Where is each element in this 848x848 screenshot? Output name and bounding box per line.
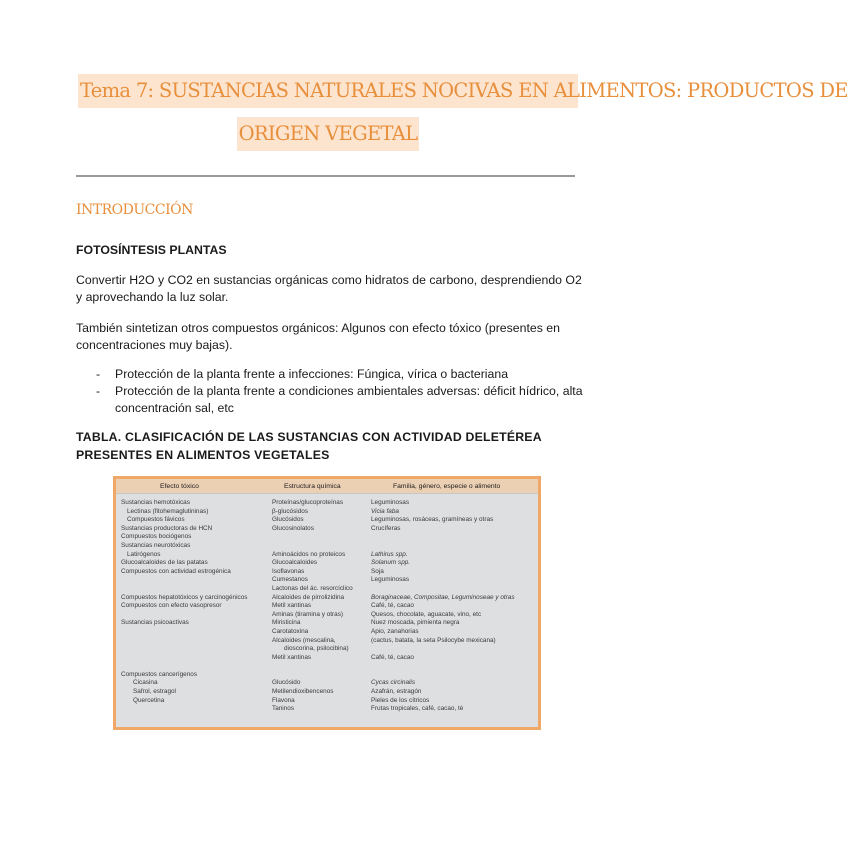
table-cell: Safrol, estragol xyxy=(133,688,176,696)
table-cell: Metilendioxibencenos xyxy=(272,688,334,696)
table-cell: Alcaloides de pirrolizidina xyxy=(272,593,345,601)
divider xyxy=(76,175,575,177)
table-cell xyxy=(272,542,382,551)
table-cell: Quercetina xyxy=(133,696,165,704)
table-cell: Leguminosas, rosáceas, gramíneas y otras xyxy=(371,516,494,524)
table-cell: Aminas (tiramina y otras) xyxy=(272,610,344,618)
table-cell: Metil xantinas xyxy=(272,653,312,661)
table-body xyxy=(116,479,538,727)
title-line-1: Tema 7: SUSTANCIAS NATURALES NOCIVAS EN ALIMENTOS: PRODUCTOS DE xyxy=(78,74,578,108)
table-cell: β-glucósidos xyxy=(272,507,309,515)
table-cell: Glucósidos xyxy=(272,516,304,524)
table-cell: Carotatoxina xyxy=(272,627,309,635)
table-cell: Café, té, cacao xyxy=(371,602,414,610)
table-cell: Sustancias neurotóxicas xyxy=(121,541,191,549)
table-cell xyxy=(121,611,281,620)
table-cell: Lathirus spp. xyxy=(371,550,408,558)
table-cell xyxy=(272,533,382,542)
table-cell: Proteínas/glucoproteínas xyxy=(272,499,344,506)
table-cell: Glucósido xyxy=(272,679,301,687)
table-cell xyxy=(121,628,281,637)
table-cell: Glucoalcaloides de las patatas xyxy=(121,559,208,567)
table-cell: Azafrán, estragón xyxy=(371,688,422,696)
title-line-2: ORIGEN VEGETAL xyxy=(237,117,420,151)
table-cell: Leguminosas xyxy=(371,499,410,506)
table-cell xyxy=(371,533,541,542)
column-chemical-structure xyxy=(272,499,382,714)
table-cell: Compuestos bociógenos xyxy=(121,533,192,541)
table-cell: Cumestanos xyxy=(272,576,308,584)
list-item: - Protección de la planta frente a condiciones ambientales adversas: déficit hídrico, alta concentración sal, etc xyxy=(96,384,583,415)
table-cell: Metil xantinas xyxy=(272,602,312,610)
table-cell: Isoflavonas xyxy=(272,567,305,575)
table-cell: Cicasina xyxy=(133,679,158,687)
table-cell: Alcaloides (mescalina, xyxy=(272,636,336,644)
table-cell: Glucosinolatos xyxy=(272,524,314,532)
bullet-text: Protección de la planta frente a infecciones: Fúngica, vírica o bacteriana xyxy=(115,367,509,381)
table-cell: Frutas tropicales, café, cacao, té xyxy=(371,705,464,713)
header-cell: Efecto tóxico xyxy=(160,483,199,490)
table-cell: dioscorina, psilocibina) xyxy=(284,645,349,653)
table-cell: Crucíferas xyxy=(371,524,401,532)
table-cell xyxy=(371,662,541,671)
table-heading: TABLA. CLASIFICACIÓN DE LAS SUSTANCIAS CON ACTIVIDAD DELETÉREA PRESENTES EN ALIMENTOS VEGETALES xyxy=(76,430,542,462)
table-cell: Boraginaceae, Compositae, Leguminoseae y otras xyxy=(371,593,515,601)
table-cell xyxy=(121,637,281,646)
table-cell: Café, té, cacao xyxy=(371,653,414,661)
table-cell: Aminoácidos no proteicos xyxy=(272,550,346,558)
table-cell: Quesos, chocolate, aguacate, vino, etc xyxy=(371,610,482,618)
table-cell xyxy=(371,671,541,680)
column-food-source xyxy=(371,499,541,714)
table-cell: Glucoalcaloides xyxy=(272,559,318,567)
paragraph-1: Convertir H2O y CO2 en sustancias orgánicas como hidratos de carbono, desprendiendo O2 y aprovechando la luz solar. xyxy=(76,273,582,304)
table-cell: Apio, zanahorias xyxy=(371,627,419,635)
classification-table xyxy=(113,476,541,730)
header-cell: Estructura química xyxy=(284,483,341,490)
table-cell: Leguminosas xyxy=(371,576,410,584)
table-cell: Compuestos fávicos xyxy=(127,516,185,524)
table-cell: Sustancias psicoactivas xyxy=(121,619,189,627)
table-cell xyxy=(121,585,281,594)
table-cell: (cactus, batata, la seta Psilocybe mexicana) xyxy=(371,636,496,644)
table-cell: Flavona xyxy=(272,696,295,704)
table-cell xyxy=(121,645,281,654)
table-cell: Latirógenos xyxy=(127,550,161,558)
table-cell xyxy=(272,671,382,680)
bullet-text: Protección de la planta frente a condiciones ambientales adversas: déficit hídrico, alta concentración sal, etc xyxy=(115,384,583,415)
table-cell: Compuestos cancerígenos xyxy=(121,670,198,678)
column-toxic-effect xyxy=(121,499,281,705)
page-title xyxy=(78,74,848,151)
table-cell xyxy=(121,662,281,671)
paragraph-2: También sintetizan otros compuestos orgánicos: Algunos con efecto tóxico (presentes en concentraciones muy bajas). xyxy=(76,321,560,352)
table-cell xyxy=(371,645,541,654)
table-cell: Nuez moscada, pimienta negra xyxy=(371,619,460,627)
table-cell: Sustancias hemotóxicas xyxy=(121,499,190,506)
bullet-list xyxy=(76,366,586,417)
table-cell: Pieles de los cítricos xyxy=(371,696,430,704)
subheading: FOTOSÍNTESIS PLANTAS xyxy=(76,243,227,257)
table-cell: Compuestos con efecto vasopresor xyxy=(121,602,222,610)
table-cell xyxy=(371,542,541,551)
section-heading: INTRODUCCIÓN xyxy=(76,202,193,218)
table-header xyxy=(116,479,538,494)
table-cell: Soja xyxy=(371,567,384,575)
table-cell: Cycas circinalis xyxy=(371,679,416,687)
table-cell: Sustancias productoras de HCN xyxy=(121,524,213,532)
list-item: - Protección de la planta frente a infecciones: Fúngica, vírica o bacteriana xyxy=(96,367,509,381)
table-cell: Solanum spp. xyxy=(371,559,411,567)
header-cell: Familia, género, especie o alimento xyxy=(393,483,501,490)
table-cell: Miristicina xyxy=(272,619,301,627)
table-cell xyxy=(121,576,281,585)
table-cell: Compuestos con actividad estrogénica xyxy=(121,567,231,575)
table-cell xyxy=(272,662,382,671)
table-cell: Taninos xyxy=(272,705,295,713)
table-cell xyxy=(371,585,541,594)
table-cell: Vicia faba xyxy=(371,507,399,515)
table-cell xyxy=(121,654,281,663)
table-cell: Compuestos hepatotóxicos y carcinogénicos xyxy=(121,593,248,601)
table-cell: Lactonas del ác. resorcíclico xyxy=(272,584,353,592)
table-cell: Lectinas (fitohemaglutininas) xyxy=(127,507,209,515)
